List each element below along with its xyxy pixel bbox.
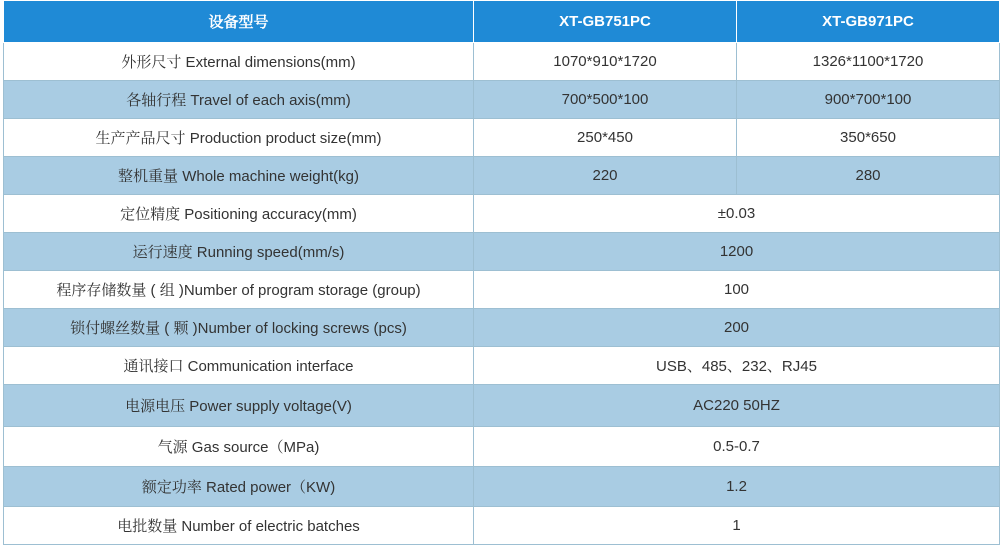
header-label: 设备型号 [4, 1, 474, 43]
table-row [4, 347, 1000, 385]
row-value: 1 [474, 507, 1000, 545]
row-value: 100 [474, 271, 1000, 309]
header-row [4, 1, 1000, 43]
table-row [4, 157, 1000, 195]
spec-table [3, 0, 1000, 545]
row-label: 气源 Gas source（MPa) [4, 427, 474, 467]
row-value: 1200 [474, 233, 1000, 271]
row-value-a: 220 [474, 157, 737, 195]
row-label: 锁付螺丝数量 ( 颗 )Number of locking screws (pcs) [4, 309, 474, 347]
row-value-b: 350*650 [737, 119, 1000, 157]
table-row [4, 271, 1000, 309]
row-value-a: 250*450 [474, 119, 737, 157]
header-model-a: XT-GB751PC [474, 1, 737, 43]
table-row [4, 309, 1000, 347]
table-row [4, 427, 1000, 467]
row-label: 电源电压 Power supply voltage(V) [4, 385, 474, 427]
row-value: 200 [474, 309, 1000, 347]
row-label: 运行速度 Running speed(mm/s) [4, 233, 474, 271]
row-label: 通讯接口 Communication interface [4, 347, 474, 385]
table-row [4, 467, 1000, 507]
row-label: 电批数量 Number of electric batches [4, 507, 474, 545]
table-row [4, 385, 1000, 427]
row-value-a: 1070*910*1720 [474, 43, 737, 81]
row-label: 生产产品尺寸 Production product size(mm) [4, 119, 474, 157]
row-label: 额定功率 Rated power（KW) [4, 467, 474, 507]
table-row [4, 119, 1000, 157]
row-value-b: 280 [737, 157, 1000, 195]
row-value-a: 700*500*100 [474, 81, 737, 119]
row-value: ±0.03 [474, 195, 1000, 233]
row-label: 外形尺寸 External dimensions(mm) [4, 43, 474, 81]
row-label: 定位精度 Positioning accuracy(mm) [4, 195, 474, 233]
row-label: 程序存储数量 ( 组 )Number of program storage (group) [4, 271, 474, 309]
table-row [4, 195, 1000, 233]
row-value: USB、485、232、RJ45 [474, 347, 1000, 385]
table-row [4, 43, 1000, 81]
row-value-b: 900*700*100 [737, 81, 1000, 119]
table-row [4, 507, 1000, 545]
table-row [4, 233, 1000, 271]
row-value: AC220 50HZ [474, 385, 1000, 427]
row-value: 0.5-0.7 [474, 427, 1000, 467]
row-value: 1.2 [474, 467, 1000, 507]
table-row [4, 81, 1000, 119]
row-label: 整机重量 Whole machine weight(kg) [4, 157, 474, 195]
row-value-b: 1326*1100*1720 [737, 43, 1000, 81]
row-label: 各轴行程 Travel of each axis(mm) [4, 81, 474, 119]
header-model-b: XT-GB971PC [737, 1, 1000, 43]
